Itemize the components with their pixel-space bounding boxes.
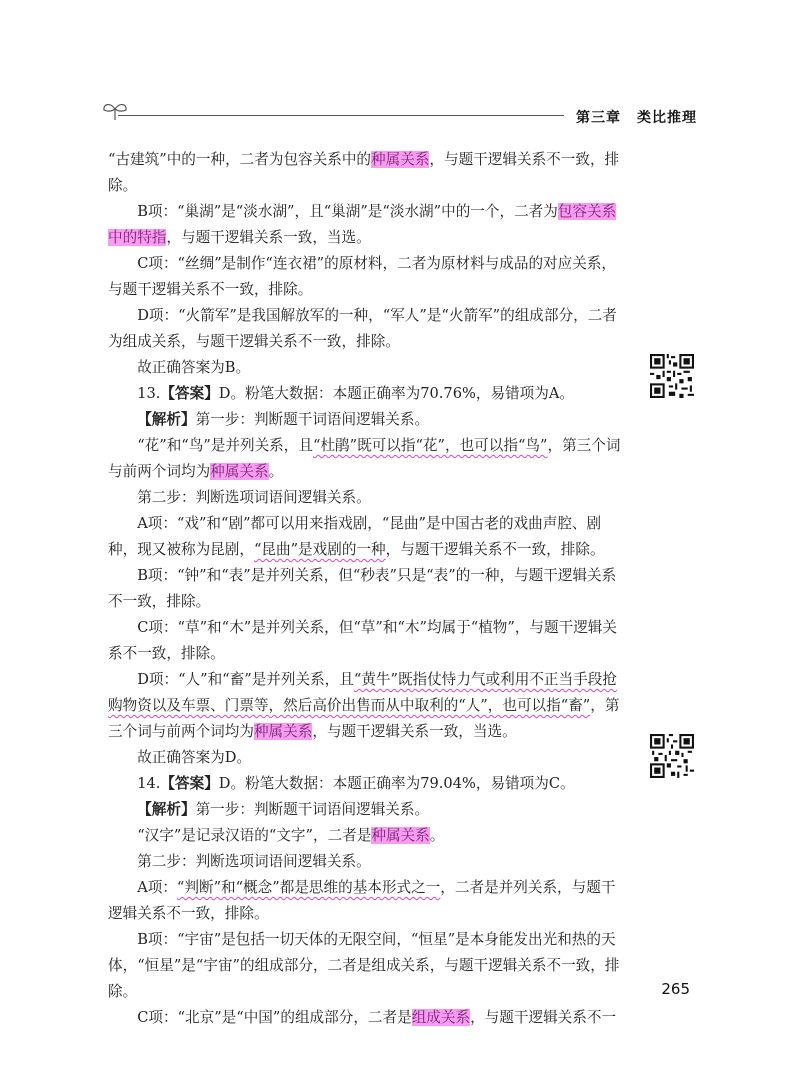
text-run: “汉字”是记录汉语的“文字”，二者是 (137, 827, 372, 844)
text-run: 第一步：判断题干词语间逻辑关系。 (195, 801, 430, 818)
text-run: C项：“北京”是“中国”的组成部分，二者是 (137, 1009, 412, 1026)
paragraph (108, 407, 628, 433)
paragraph (108, 147, 628, 199)
text-run: ，与题干逻辑关系一致，当选。 (166, 229, 371, 246)
paragraph (108, 355, 628, 381)
paragraph (108, 485, 628, 511)
page-body (108, 147, 628, 1031)
text-run: D。粉笔大数据：本题正确率为70.76%，易错项为A。 (218, 385, 574, 402)
paragraph (108, 381, 628, 407)
text-run: “花”和“鸟”是并列关系，且 (137, 437, 313, 454)
paragraph (108, 1005, 628, 1031)
highlighted-text: 种属关系 (253, 723, 313, 740)
highlighted-text: 包容关系中的特指 (108, 203, 617, 246)
paragraph (108, 433, 628, 485)
text-run: 13. (137, 385, 161, 402)
leaf-ornament-icon (100, 100, 130, 122)
text-run: ，二者是并列关系，与题干逻辑关系不一致，排除。 (108, 879, 616, 922)
qr-code-icon[interactable] (650, 354, 694, 398)
paragraph (108, 615, 628, 667)
wavy-underlined-text: “杜鹃”既可以指“花”，也可以指“鸟” (312, 437, 548, 454)
highlighted-text: 种属关系 (371, 827, 430, 844)
label-bracket: 【解析】 (137, 801, 196, 818)
running-header (576, 107, 697, 127)
paragraph (108, 849, 628, 875)
text-run: 第一步：判断题干词语间逻辑关系。 (195, 411, 430, 428)
chapter-title: 类比推理 (637, 110, 697, 126)
paragraph (108, 875, 628, 927)
paragraph (108, 199, 628, 251)
paragraph (108, 667, 628, 745)
text-run: ，与题干逻辑关系不一致，排除。 (385, 541, 605, 558)
text-run: ，与题干逻辑关系不一 (470, 1009, 617, 1026)
text-run: B项：“宇宙”是包括一切天体的无限空间，“恒星”是本身能发出光和热的天体，“恒星”是“宇宙”的组成部分，二者是组成关系，与题干逻辑关系不一致，排除。 (108, 931, 620, 1000)
paragraph (108, 303, 628, 355)
wavy-underlined-text: “判断”和“概念”都是思维的基本形式之一 (176, 879, 441, 896)
text-run: D项：“人”和“畜”是并列关系，且 (137, 671, 354, 688)
text-run: 第二步：判断选项词语间逻辑关系。 (137, 853, 371, 870)
text-run: D。粉笔大数据：本题正确率为79.04%，易错项为C。 (218, 775, 575, 792)
paragraph (108, 251, 628, 303)
paragraph (108, 927, 628, 1005)
text-run: B项：“钟”和“表”是并列关系，但“秒表”只是“表”的一种，与题干逻辑关系不一致，排除。 (108, 567, 617, 610)
text-run: D项：“火箭军”是我国解放军的一种，“军人”是“火箭军”的组成部分，二者为组成关系，与题干逻辑关系不一致，排除。 (108, 307, 617, 350)
text-run: 故正确答案为B。 (137, 359, 251, 376)
label-bracket: 【答案】 (160, 385, 219, 402)
wavy-underlined-text: “黄牛”既指仗恃力气或利用不正当手段抢购物资以及车票、门票等，然后高价出售而从中取利的“人”，也可以指“畜” (108, 671, 617, 714)
text-run: ，第三个词与前两个词均为 (108, 697, 620, 740)
chapter-label: 第三章 (576, 110, 621, 126)
label-bracket: 【解析】 (137, 411, 196, 428)
text-run: 故正确答案为D。 (137, 749, 252, 766)
paragraph (108, 511, 628, 563)
paragraph (108, 563, 628, 615)
page-number: 265 (661, 980, 690, 998)
text-run: B项：“巢湖”是“淡水湖”，且“巢湖”是“淡水湖”中的一个，二者为 (137, 203, 558, 220)
text-run: 第二步：判断选项词语间逻辑关系。 (137, 489, 371, 506)
paragraph (108, 823, 628, 849)
qr-code-icon[interactable] (650, 734, 694, 778)
text-run: 14. (137, 775, 161, 792)
highlighted-text: 种属关系 (371, 151, 430, 168)
text-run: A项： (137, 879, 177, 896)
highlighted-text: 组成关系 (411, 1009, 471, 1026)
label-bracket: 【答案】 (160, 775, 219, 792)
text-run: A项：“戏”和“剧”都可以用来指戏剧，“昆曲”是中国古老的戏曲声腔、剧种，现又被称为昆剧， (108, 515, 602, 558)
text-run: ，第三个词与前两个词均为 (108, 437, 621, 480)
paragraph (108, 797, 628, 823)
text-run: C项：“丝绸”是制作“连衣裙”的原材料，二者为原材料与成品的对应关系，与题干逻辑关系不一致，排除。 (108, 255, 617, 298)
text-run: C项：“草”和“木”是并列关系，但“草”和“木”均属于“植物”，与题干逻辑关系不一致，排除。 (108, 619, 617, 662)
text-run: ，与题干逻辑关系不一致，排除。 (108, 151, 620, 194)
paragraph (108, 745, 628, 771)
highlighted-text: 种属关系 (210, 463, 269, 480)
text-run: ，与题干逻辑关系一致，当选。 (312, 723, 517, 740)
text-run: 。 (429, 827, 445, 844)
header-rule (118, 115, 564, 116)
wavy-underlined-text: “昆曲”是戏剧的一种 (253, 541, 386, 558)
text-run: “古建筑”中的一种，二者为包容关系中的 (108, 151, 372, 168)
paragraph (108, 771, 628, 797)
text-run: 。 (268, 463, 284, 480)
